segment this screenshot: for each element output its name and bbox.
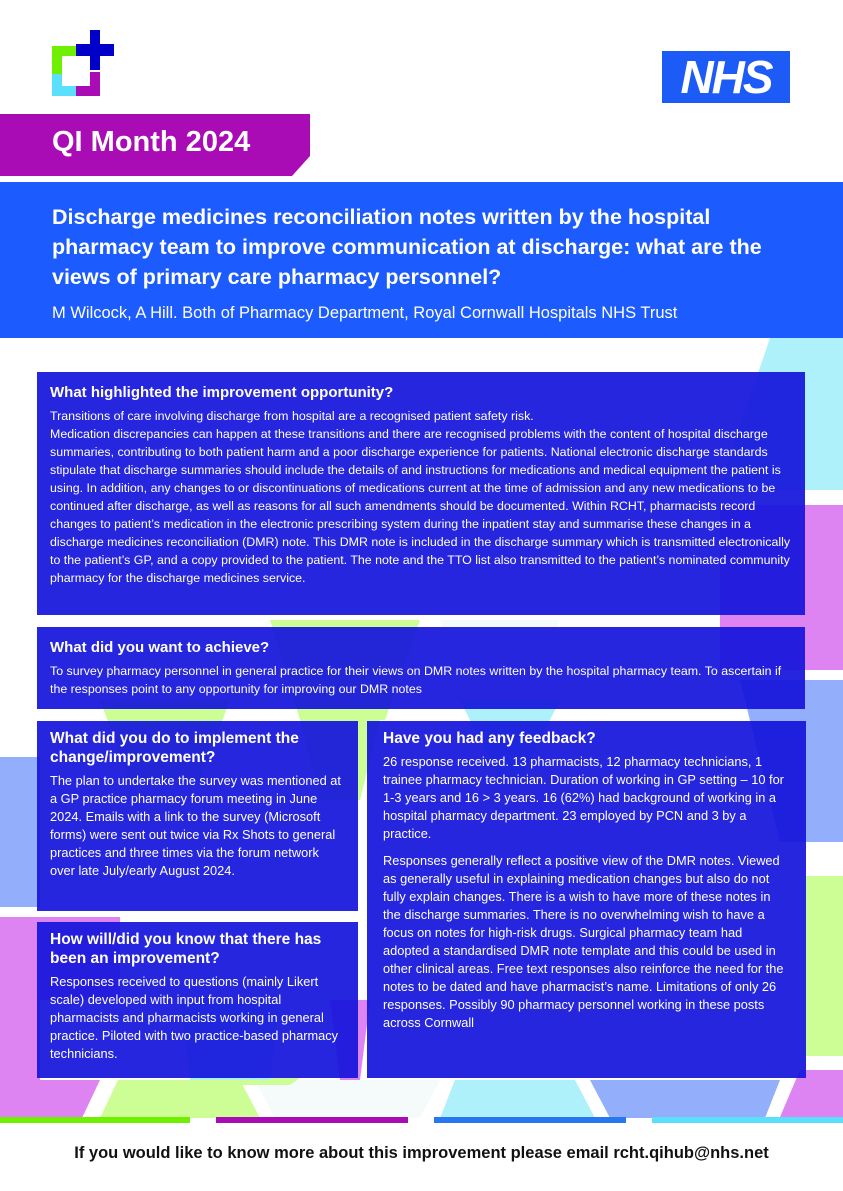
- section-body: To survey pharmacy personnel in general practice for their views on DMR notes written by the hospital pharmacy team. To ascertain if the responses point to any opportunity for improving our DMR notes: [50, 664, 782, 696]
- section-know: [37, 922, 358, 1078]
- section-body: The plan to undertake the survey was mentioned at a GP practice pharmacy forum meeting in June 2024. Emails with a link to the survey (Microsoft forms) were sent out twice via Rx Shots to general practices and three times via the forum network over late July/early August 2024.: [50, 773, 341, 878]
- section-body-line1: Transitions of care involving discharge from hospital are a recognised patient safety risk.: [50, 409, 534, 423]
- feedback-paragraph-1: 26 response received. 13 pharmacists, 12 pharmacy technicians, 1 trainee pharmacy technician. Duration of working in GP setting – 10 for 1-3 years and 16 > 3 years. 16 (62%) had background of working in a hospital pharmacy department. 23 employed by PCN and 3 by a practice.: [383, 754, 784, 841]
- section-body: Responses received to questions (mainly Likert scale) developed with input from hospital pharmacists and pharmacists working in general practice. Piloted with two practice-based pharmacy technicians.: [50, 974, 339, 1061]
- title-band: [0, 182, 843, 338]
- poster-title: Discharge medicines reconciliation notes written by the hospital pharmacy team to improve communication at discharge: what are the views of primary care pharmacy personnel?: [52, 205, 762, 289]
- qi-month-label: QI Month 2024: [52, 126, 251, 158]
- section-body: Medication discrepancies can happen at these transitions and there are recognised problems with the content of hospital discharge summaries, contributing to both patient harm and a poor discharge experience for patients. National electronic discharge standards stipulate that discharge summaries should include the details of and instructions for medications and medical equipment the patient is using. In addition, any changes to or discontinuations of medications current at the time of admission and any new medications to be continued after discharge, as well as reasons for all such amendments should be documented. Within RCHT, pharmacists record changes to patient’s medication in the electronic prescribing system during the inpatient stay and summarise these changes in a discharge medicines reconciliation (DMR) note. This DMR note is included in the discharge summary which is transmitted electronically to the patient’s GP, and a copy provided to the patient. The note and the TTO list also transmitted to the patient’s nominated community pharmacy for the discharge medicines service.: [50, 427, 791, 585]
- section-heading: What highlighted the improvement opportunity?: [50, 384, 394, 401]
- section-heading: What did you do to implement the change/improvement?: [50, 730, 299, 766]
- section-heading: What did you want to achieve?: [50, 639, 270, 656]
- section-opportunity: [37, 372, 805, 615]
- nhs-logo: NHS: [662, 51, 790, 103]
- feedback-paragraph-2: Responses generally reflect a positive view of the DMR notes. Viewed as generally useful in explaining medication changes but also do not fully explain changes. There is a wish to have more of these notes in the discharge summaries. There is no overwhelming wish to have a focus on notes for high-risk drugs. Surgical pharmacy team had adopted a standardised DMR note template and this could be used in other clinical areas. Free text responses also reinforce the need for the notes to be dated and have pharmacist’s name. Limitations of only 26 responses. Possibly 90 pharmacy personnel working in these posts across Cornwall: [383, 853, 784, 1030]
- section-heading: Have you had any feedback?: [383, 730, 596, 747]
- stripe-green: [0, 1117, 190, 1123]
- section-heading: How will/did you know that there has been an improvement?: [50, 931, 322, 967]
- qi-plus-logo-icon: [52, 30, 122, 100]
- authors-line: M Wilcock, A Hill. Both of Pharmacy Department, Royal Cornwall Hospitals NHS Trust: [52, 304, 678, 322]
- footer-contact: If you would like to know more about this improvement please email rcht.qihub@nhs.net: [74, 1144, 769, 1162]
- stripe-magenta: [216, 1117, 408, 1123]
- section-achieve: [37, 627, 805, 709]
- section-feedback: [367, 721, 806, 1078]
- stripe-blue: [434, 1117, 626, 1123]
- stripe-cyan: [652, 1117, 843, 1123]
- section-implement: [37, 721, 358, 911]
